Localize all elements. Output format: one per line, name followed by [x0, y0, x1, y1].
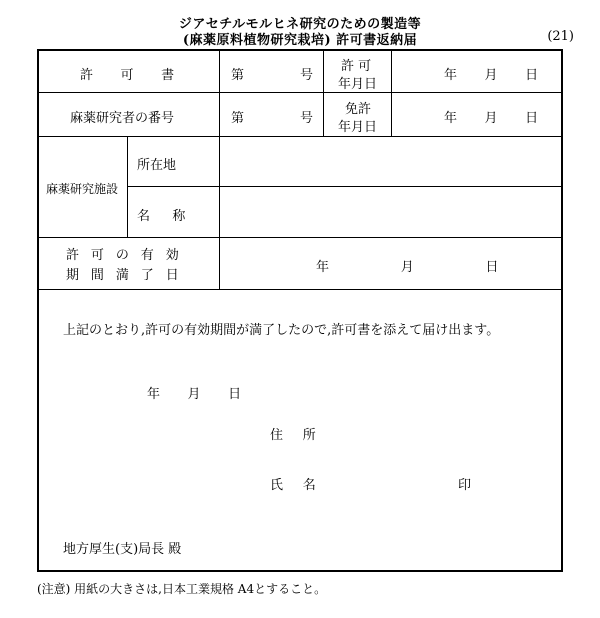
facility-name-field[interactable] — [221, 188, 559, 235]
name-field[interactable] — [330, 468, 450, 492]
address-field[interactable] — [330, 418, 530, 442]
footer-note: (注意) 用紙の大きさは,日本工業規格 A4とすること。 — [37, 582, 327, 596]
permit-date-label-1: 許 可 — [341, 59, 372, 74]
expiry-label-2: 期 間 満 了 日 — [66, 268, 183, 283]
statement-text: 上記のとおり,許可の有効期間が満了したので,許可書を添えて届け出ます。 — [63, 323, 500, 338]
facility-label: 麻薬研究施設 — [46, 182, 119, 196]
permit-number-field[interactable] — [250, 58, 298, 84]
seal-mark: 印 — [458, 478, 472, 493]
name-label: 氏 名 — [270, 478, 324, 493]
license-date-label-1: 免許 — [345, 102, 372, 117]
facility-location-label: 所在地 — [137, 158, 177, 173]
researcher-number-field[interactable] — [250, 101, 298, 127]
permit-number-prefix: 第 — [231, 68, 245, 83]
researcher-number-suffix: 号 — [300, 111, 314, 126]
facility-location-field[interactable] — [221, 138, 559, 184]
permit-date-label-2: 年月日 — [338, 77, 378, 92]
permit-number-suffix: 号 — [300, 68, 314, 83]
permit-label: 許 可 書 — [80, 68, 186, 83]
facility-name-label: 名 称 — [137, 209, 195, 224]
license-date-label-2: 年月日 — [338, 120, 378, 135]
expiry-label-1: 許 可 の 有 効 — [66, 248, 183, 263]
submission-date-field[interactable]: 年 月 日 — [147, 387, 253, 402]
addressee-text: 地方厚生(支)局長 殿 — [63, 542, 182, 557]
form-number: (21) — [547, 29, 574, 44]
expiry-date-field[interactable]: 年 月 日 — [316, 260, 533, 275]
researcher-number-label: 麻薬研究者の番号 — [70, 111, 175, 126]
address-label: 住 所 — [270, 428, 324, 443]
form-title-line2: (麻薬原料植物研究栽培) 許可書返納届 — [182, 33, 418, 48]
permit-date-field[interactable]: 年 月 日 — [444, 68, 550, 83]
license-date-field[interactable]: 年 月 日 — [444, 111, 550, 126]
researcher-number-prefix: 第 — [231, 111, 245, 126]
form-title-line1: ジアセチルモルヒネ研究のための製造等 — [178, 17, 422, 32]
